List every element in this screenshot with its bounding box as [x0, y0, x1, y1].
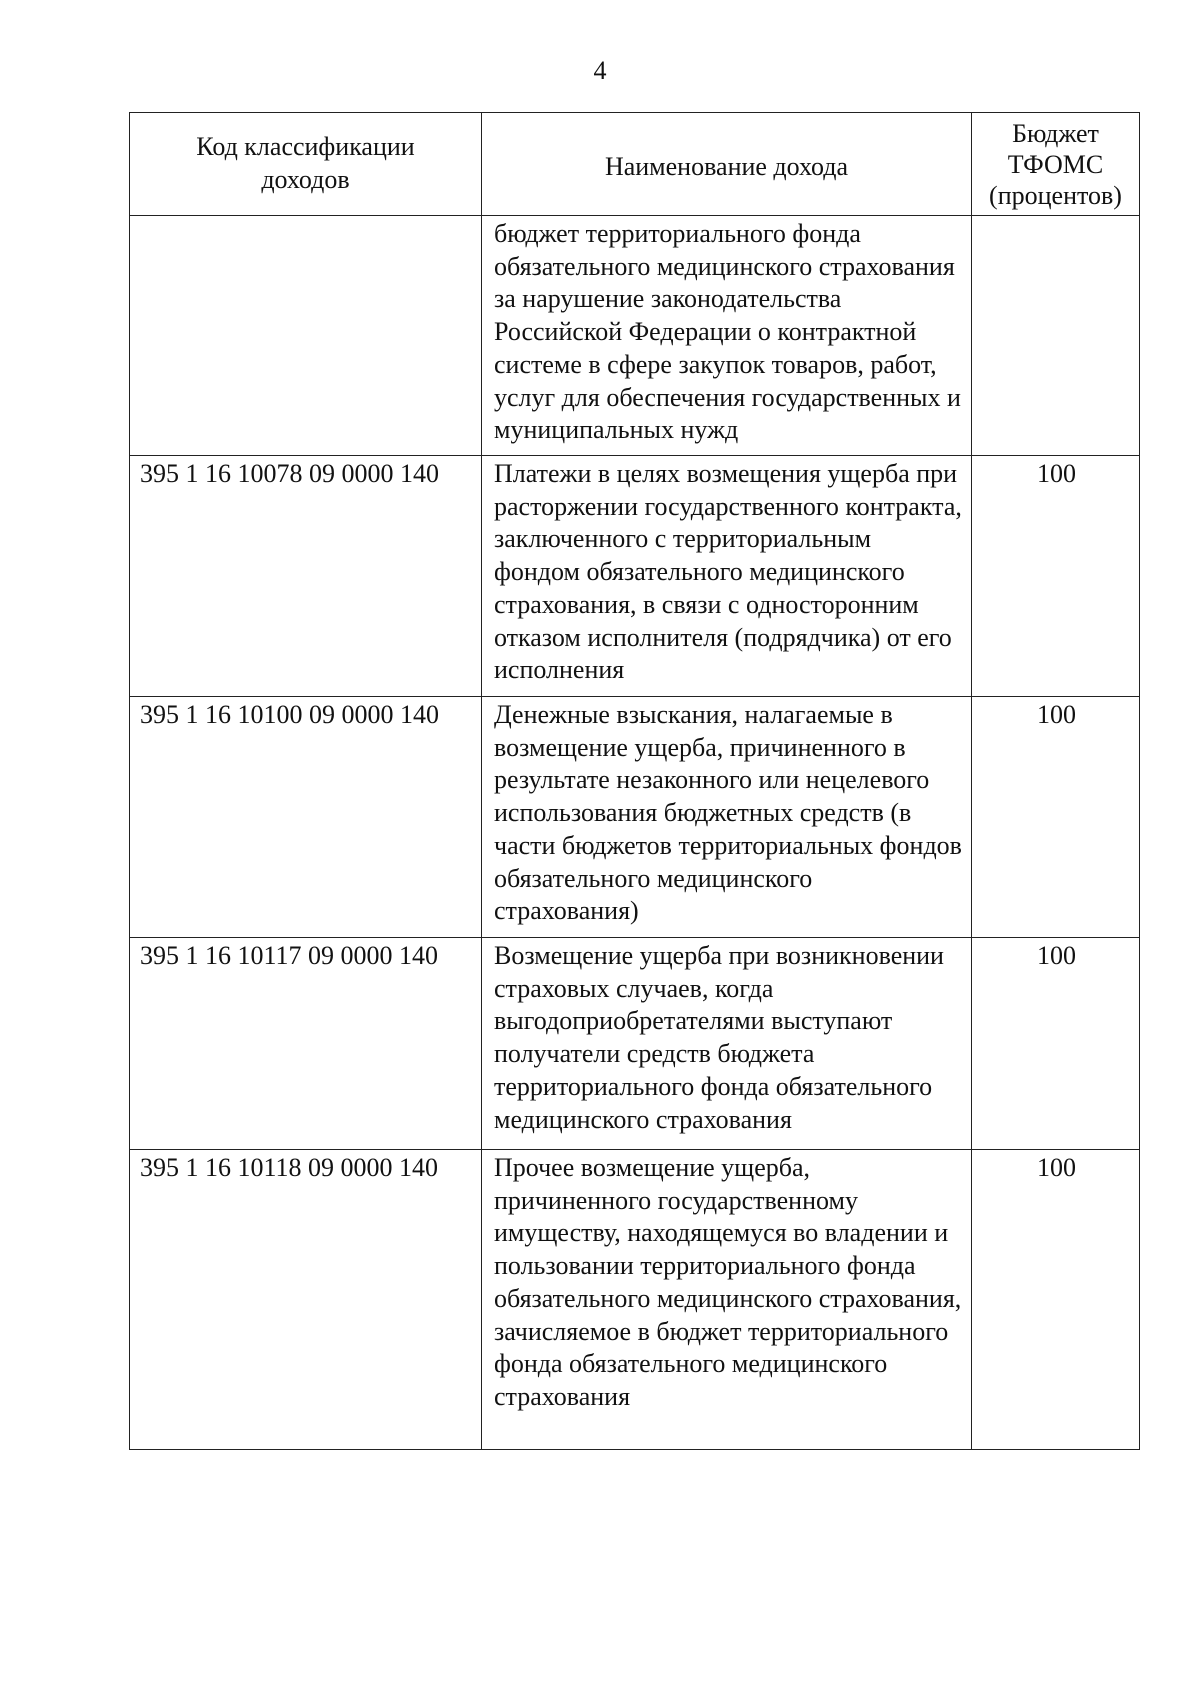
header-budget-line: (процентов): [989, 180, 1122, 210]
header-code-line: Код классификации: [196, 132, 415, 162]
row-code: [130, 216, 482, 456]
row-name: Прочее возмещение ущерба, причиненного государственному имуществу, находящемуся во владении и пользовании территориального фонда обязательного медицинского страхования, зачисляемое в бюджет территориального фонда обязательного медицинского страхования: [482, 1150, 972, 1450]
table-row: [130, 938, 1140, 1150]
row-name: Возмещение ущерба при возникновении страховых случаев, когда выгодоприобретателями выступают получатели средств бюджета территориального фонда обязательного медицинского страхования: [482, 938, 972, 1150]
revenue-classification-table: [129, 112, 1140, 1450]
row-code: 395 1 16 10118 09 0000 140: [130, 1150, 482, 1450]
table-row: [130, 216, 1140, 456]
row-percent: 100: [972, 938, 1140, 1150]
header-budget: [972, 113, 1140, 216]
row-code: 395 1 16 10078 09 0000 140: [130, 456, 482, 697]
header-name: Наименование дохода: [482, 113, 972, 216]
page-number: 4: [593, 56, 607, 85]
table-row: [130, 456, 1140, 697]
row-name: Денежные взыскания, налагаемые в возмещение ущерба, причиненного в результате незаконного или нецелевого использования бюджетных средств (в части бюджетов территориальных фондов обязательного медицинского страхования): [482, 697, 972, 938]
row-name: бюджет территориального фонда обязательного медицинского страхования за нарушение законодательства Российской Федерации о контрактной системе в сфере закупок товаров, работ, услуг для обеспечения государственных и муниципальных нужд: [482, 216, 972, 456]
table-header-row: [130, 113, 1140, 216]
table-row: [130, 697, 1140, 938]
header-budget-line: Бюджет: [1012, 118, 1099, 148]
header-budget-line: ТФОМС: [1007, 149, 1104, 179]
row-percent: 100: [972, 456, 1140, 697]
row-code: 395 1 16 10117 09 0000 140: [130, 938, 482, 1150]
row-name: Платежи в целях возмещения ущерба при расторжении государственного контракта, заключенного с территориальным фондом обязательного медицинского страхования, в связи с односторонним отказом исполнителя (подрядчика) от его исполнения: [482, 456, 972, 697]
row-code: 395 1 16 10100 09 0000 140: [130, 697, 482, 938]
row-percent: 100: [972, 1150, 1140, 1450]
row-percent: [972, 216, 1140, 456]
table-row: [130, 1150, 1140, 1450]
header-code: [130, 113, 482, 216]
row-percent: 100: [972, 697, 1140, 938]
header-code-line: доходов: [261, 165, 350, 194]
